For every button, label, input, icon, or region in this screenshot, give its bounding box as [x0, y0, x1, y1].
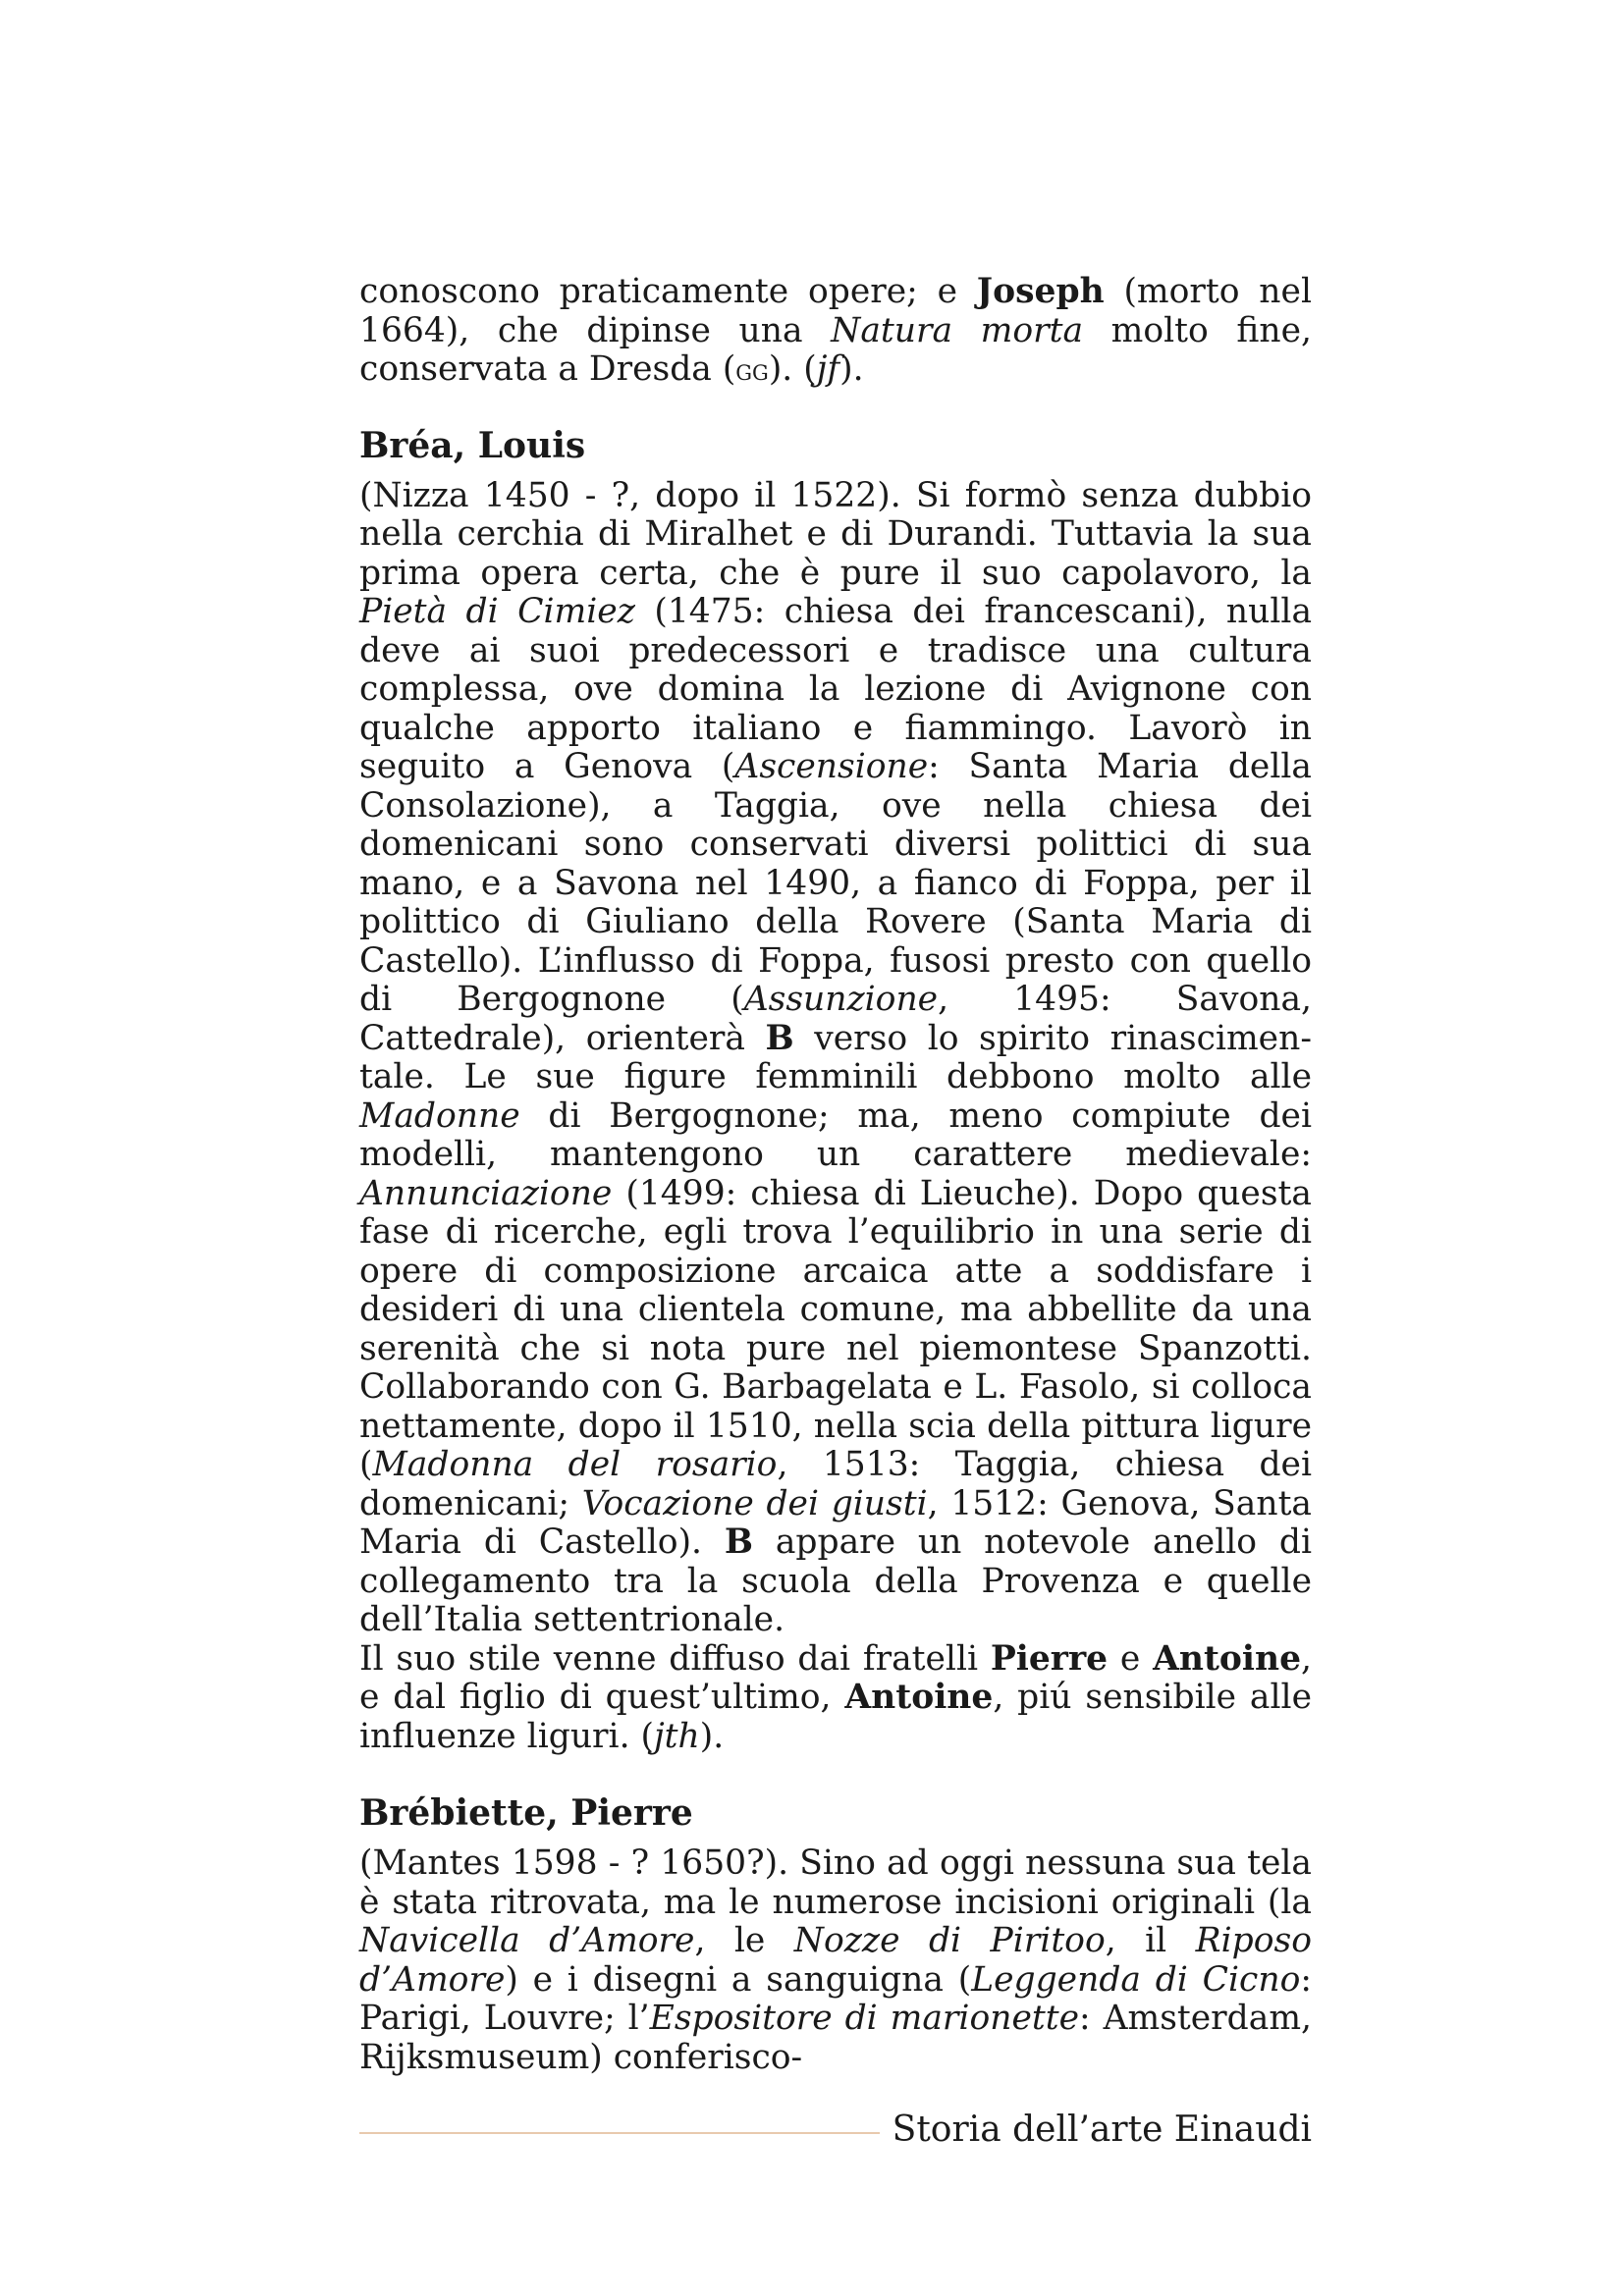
- italic-text: Natura morta: [831, 310, 1084, 350]
- bold-text: Antoine: [1153, 1638, 1302, 1679]
- text-run: , il: [1105, 1921, 1196, 1960]
- text-run: : Santa Maria della Consolazione), a Taggia, ove nella chiesa dei domenicani sono conservati diversi polittici di sua mano, e a Savona nel 1490, a fianco di Foppa, per il polittico di Giuliano della Rovere (Santa Maria di Castello). L’influsso di Foppa, fusosi presto con quello di Bergognone (: [359, 747, 1312, 1019]
- text-run: , le: [694, 1921, 794, 1960]
- entry-heading: Brébiette, Pierre: [359, 1792, 693, 1834]
- entry-paragraph: [359, 1844, 1312, 2077]
- entry-paragraph: [359, 1640, 1312, 1757]
- text-run: ). (: [768, 349, 817, 389]
- entry-paragraph: [359, 477, 1312, 1640]
- italic-text: Madonne: [359, 1095, 520, 1136]
- italic-text: Madonna del rosario: [372, 1445, 778, 1484]
- italic-text: Leggenda di Cicno: [971, 1959, 1301, 2000]
- text-run: : Parigi, Louvre; l’: [359, 1959, 1312, 2038]
- footer-title: Storia dell’arte Einaudi: [892, 2109, 1312, 2150]
- bold-text: B: [765, 1018, 794, 1058]
- italic-text: Nozze di Piritoo: [793, 1921, 1106, 1960]
- dictionary-entry-brebiette: [359, 1793, 1312, 2077]
- text-run: e: [1108, 1638, 1154, 1679]
- text-run: molto fine, conservata a Dresda (: [359, 310, 1312, 389]
- italic-text: Annunciazione: [359, 1173, 613, 1213]
- bold-text: Pierre: [990, 1638, 1109, 1679]
- text-run: verso lo spirito rinascimentale. Le sue figure femminili debbono molto alle: [359, 1018, 1312, 1096]
- italic-text: Riposo d’Amore: [359, 1921, 1313, 2000]
- text-run: (1499: chiesa di Lieuche). Dopo questa fase di ricerche, egli trova l’equilibrio in una serie di opere di composizione arcaica atte a soddisfare i desideri di una clientela comune, ma abbellite da una serenità che si nota pure nel piemontese Spanzotti. Collaborando con G. Barbagelata e L. Fasolo, si colloca nettamente, dopo il 1510, nella scia della pittura ligure (: [359, 1173, 1312, 1484]
- text-run: : Amsterdam, Rijksmuseum) conferisco-: [359, 1999, 1313, 2077]
- text-run: conoscono praticamente opere; e: [359, 272, 977, 311]
- dictionary-entry-brea: [359, 426, 1312, 1757]
- text-run: ).: [699, 1716, 725, 1756]
- text-run: , e dal figlio di quest’ultimo,: [359, 1638, 1312, 1717]
- text-run: ).: [839, 349, 864, 389]
- text-run: Il suo stile venne diffuso dai fratelli: [359, 1638, 991, 1679]
- italic-text: Espositore di marionette: [649, 1999, 1080, 2038]
- text-run: ) e i disegni a sanguigna (: [505, 1959, 972, 2000]
- text-run: , 1513: Taggia, chiesa dei domenicani;: [359, 1445, 1312, 1523]
- text-run: , piú sensibile alle influenze liguri. (: [359, 1678, 1312, 1756]
- text-run: di Bergognone; ma, meno compiute dei modelli, mantengono un carattere medievale:: [359, 1095, 1312, 1174]
- entry-paragraph: [359, 273, 1312, 391]
- text-run: (1475: chiesa dei francescani), nulla deve ai suoi predecessori e tradisce una cultura complessa, ove domina la lezione di Avignone con qualche apporto italiano e fiammingo. Lavorò in seguito a Genova (: [359, 592, 1313, 786]
- italic-text: Pietà di Cimiez: [359, 592, 635, 631]
- bold-text: Antoine: [844, 1678, 994, 1717]
- italic-text: jth: [653, 1716, 700, 1756]
- italic-text: Vocazione dei giusti: [581, 1483, 928, 1523]
- bold-text: B: [724, 1522, 754, 1562]
- text-run: , 1512: Genova, Santa Maria di Castello).: [359, 1483, 1312, 1562]
- dictionary-entry-0: [359, 273, 1312, 391]
- page-footer: [359, 2109, 1312, 2152]
- italic-text: Ascensione: [734, 747, 929, 786]
- italic-text: Navicella d’Amore: [359, 1921, 695, 1960]
- text-run: (Mantes 1598 - ? 1650?). Sino ad oggi nessuna sua tela è stata ritrovata, ma le numerose incisioni originali (la: [359, 1843, 1312, 1922]
- footer-rule: [359, 2132, 880, 2134]
- document-body: [359, 273, 1312, 2077]
- small-caps-text: gg: [735, 353, 769, 388]
- entry-heading: Bréa, Louis: [359, 424, 586, 466]
- text-run: (morto nel 1664), che dipinse una: [359, 272, 1312, 350]
- text-run: appare un notevole anello di collegamento tra la scuola della Provenza e quelle dell’Italia settentrionale.: [359, 1522, 1312, 1639]
- bold-text: Joseph: [976, 272, 1105, 311]
- text-run: , 1495: Savona, Cattedrale), orienterà: [359, 980, 1312, 1058]
- text-run: (Nizza 1450 - ?, dopo il 1522). Si formò senza dubbio nella cerchia di Miralhet e di Durandi. Tuttavia la sua prima opera certa, che è pure il suo capolavoro, la: [359, 475, 1312, 593]
- italic-text: Assunzione: [743, 980, 939, 1019]
- italic-text: jf: [816, 349, 840, 389]
